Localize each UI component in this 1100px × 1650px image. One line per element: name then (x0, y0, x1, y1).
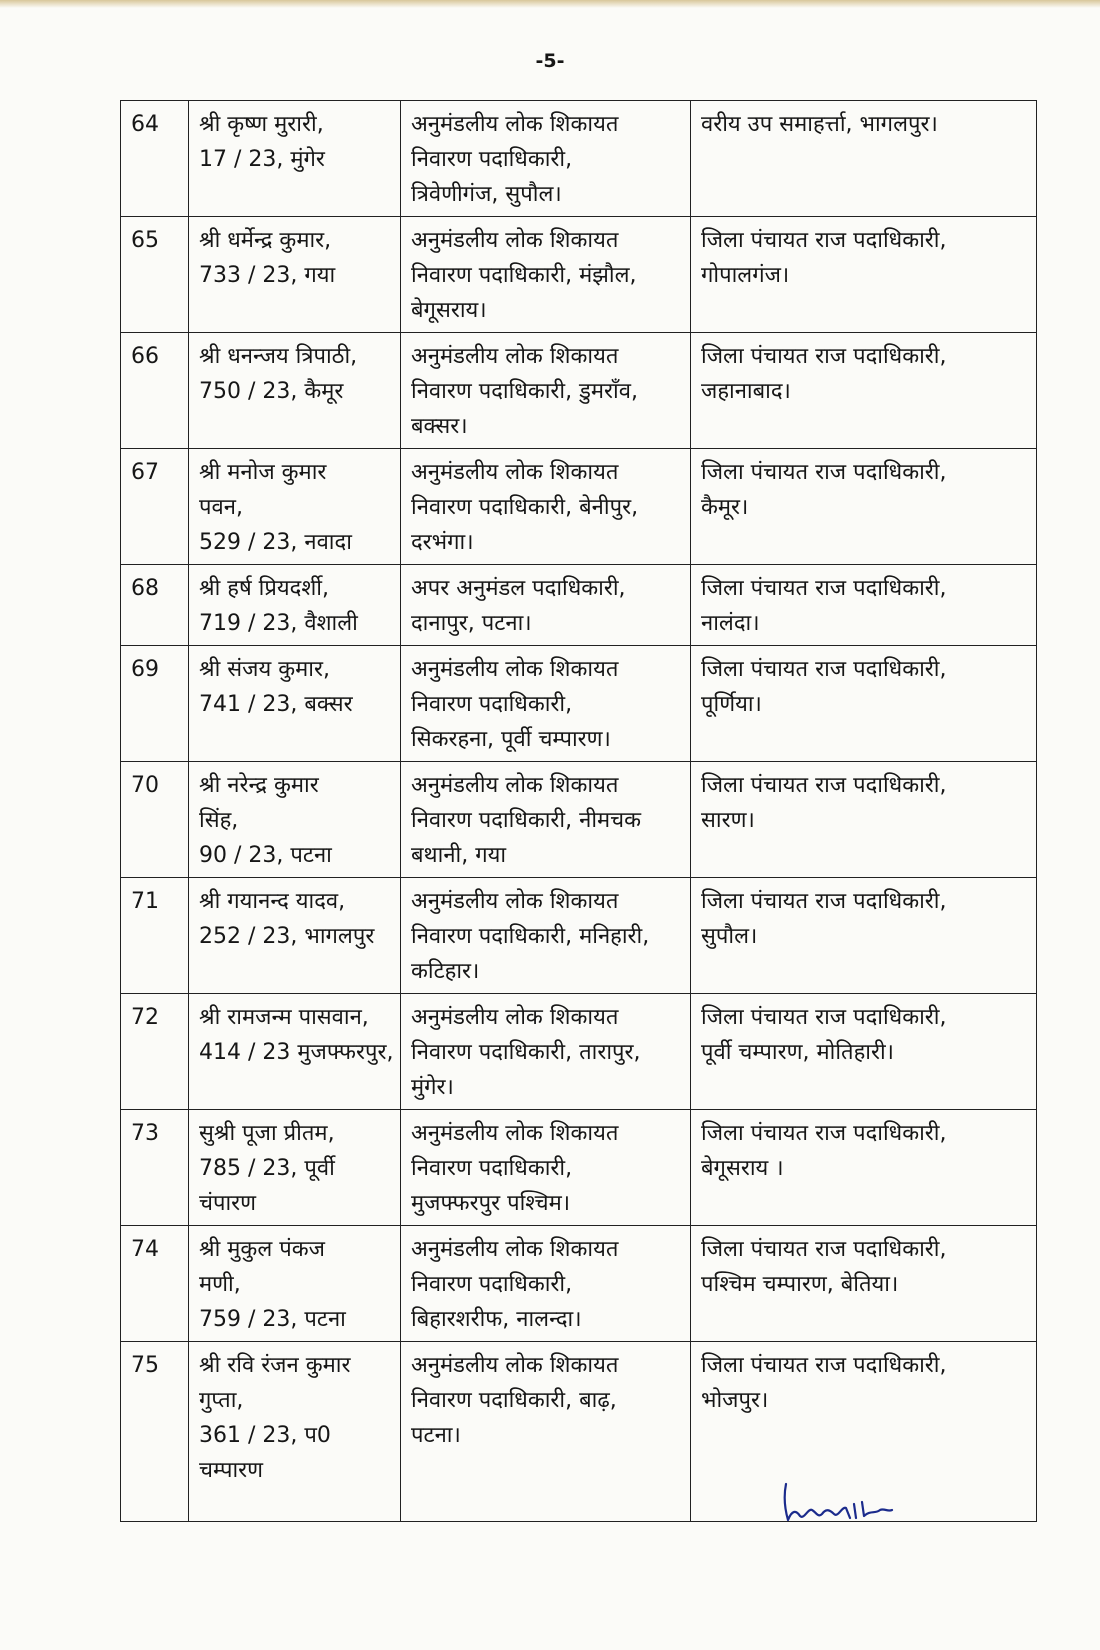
cell-text-line: श्री धनन्जय त्रिपाठी, (199, 344, 358, 369)
cell-text-line: सुपौल। (701, 924, 758, 949)
cell-text-line: बथानी, गया (411, 843, 507, 868)
table-row (121, 994, 1037, 1110)
current-post-cell (401, 762, 691, 878)
serial-number-cell: 75 (121, 1342, 189, 1522)
cell-text-line: बक्सर। (411, 414, 468, 439)
cell-text-line: बिहारशरीफ, नालन्दा। (411, 1307, 582, 1332)
current-post-cell (401, 449, 691, 565)
table-body (121, 101, 1037, 1522)
cell-text-line: 759 / 23, पटना (199, 1307, 346, 1332)
cell-text-line: 785 / 23, पूर्वी (199, 1156, 335, 1181)
serial-number-cell: 67 (121, 449, 189, 565)
transfer-posting-table (120, 100, 1037, 1522)
officer-name-cell (189, 1226, 401, 1342)
cell-text-line: मुंगेर। (411, 1075, 454, 1100)
current-post-cell (401, 101, 691, 217)
new-posting-cell (691, 646, 1037, 762)
cell-text-line: जिला पंचायत राज पदाधिकारी, (701, 1353, 947, 1378)
cell-text-line: जिला पंचायत राज पदाधिकारी, (701, 657, 947, 682)
cell-text-line: अनुमंडलीय लोक शिकायत (411, 228, 619, 253)
cell-text-line: बेगूसराय । (701, 1156, 784, 1181)
cell-text-line: निवारण पदाधिकारी, मंझौल, (411, 263, 637, 288)
cell-text-line: श्री हर्ष प्रियदर्शी, (199, 576, 329, 601)
serial-number-cell: 74 (121, 1226, 189, 1342)
cell-text-line: जिला पंचायत राज पदाधिकारी, (701, 1005, 947, 1030)
table-row (121, 1110, 1037, 1226)
cell-text-line: अनुमंडलीय लोक शिकायत (411, 1005, 619, 1030)
current-post-cell (401, 217, 691, 333)
table-row (121, 646, 1037, 762)
new-posting-cell (691, 217, 1037, 333)
cell-text-line: निवारण पदाधिकारी, मनिहारी, (411, 924, 650, 949)
cell-text-line: अनुमंडलीय लोक शिकायत (411, 773, 619, 798)
cell-text-line: अनुमंडलीय लोक शिकायत (411, 1353, 619, 1378)
new-posting-cell (691, 333, 1037, 449)
table-row (121, 333, 1037, 449)
table-row (121, 1226, 1037, 1342)
cell-text-line: त्रिवेणीगंज, सुपौल। (411, 182, 562, 207)
cell-text-line: निवारण पदाधिकारी, (411, 147, 573, 172)
cell-text-line: 750 / 23, कैमूर (199, 379, 344, 404)
cell-text-line: सिंह, (199, 808, 239, 833)
cell-text-line: अनुमंडलीय लोक शिकायत (411, 889, 619, 914)
serial-number-cell: 73 (121, 1110, 189, 1226)
new-posting-cell (691, 1226, 1037, 1342)
table-row (121, 762, 1037, 878)
cell-text-line: बेगूसराय। (411, 298, 487, 323)
current-post-cell (401, 994, 691, 1110)
cell-text-line: निवारण पदाधिकारी, (411, 692, 573, 717)
cell-text-line: अनुमंडलीय लोक शिकायत (411, 657, 619, 682)
table-row (121, 101, 1037, 217)
cell-text-line: निवारण पदाधिकारी, नीमचक (411, 808, 642, 833)
new-posting-cell (691, 101, 1037, 217)
officer-name-cell (189, 878, 401, 994)
cell-text-line: जिला पंचायत राज पदाधिकारी, (701, 889, 947, 914)
current-post-cell (401, 878, 691, 994)
table-row (121, 217, 1037, 333)
cell-text-line: सिकरहना, पूर्वी चम्पारण। (411, 727, 611, 752)
cell-text-line: दरभंगा। (411, 530, 474, 555)
officer-name-cell (189, 565, 401, 646)
cell-text-line: मुजफ्फरपुर पश्चिम। (411, 1191, 571, 1216)
cell-text-line: जिला पंचायत राज पदाधिकारी, (701, 1121, 947, 1146)
current-post-cell (401, 565, 691, 646)
current-post-cell (401, 1110, 691, 1226)
cell-text-line: दानापुर, पटना। (411, 611, 532, 636)
cell-text-line: पूर्वी चम्पारण, मोतिहारी। (701, 1040, 894, 1065)
cell-text-line: अनुमंडलीय लोक शिकायत (411, 1237, 619, 1262)
serial-number-cell: 66 (121, 333, 189, 449)
officer-name-cell (189, 1110, 401, 1226)
officer-name-cell (189, 762, 401, 878)
cell-text-line: 17 / 23, मुंगेर (199, 147, 325, 172)
cell-text-line: नालंदा। (701, 611, 760, 636)
current-post-cell (401, 646, 691, 762)
current-post-cell (401, 1226, 691, 1342)
cell-text-line: निवारण पदाधिकारी, (411, 1156, 573, 1181)
officer-name-cell (189, 994, 401, 1110)
cell-text-line: वरीय उप समाहर्त्ता, भागलपुर। (701, 112, 938, 137)
serial-number-cell: 68 (121, 565, 189, 646)
cell-text-line: निवारण पदाधिकारी, बाढ़, (411, 1388, 617, 1413)
serial-number-cell: 71 (121, 878, 189, 994)
cell-text-line: श्री मनोज कुमार (199, 460, 327, 485)
officer-name-cell (189, 101, 401, 217)
new-posting-cell (691, 994, 1037, 1110)
cell-text-line: 90 / 23, पटना (199, 843, 332, 868)
cell-text-line: जिला पंचायत राज पदाधिकारी, (701, 576, 947, 601)
officer-name-cell (189, 1342, 401, 1522)
new-posting-cell (691, 449, 1037, 565)
cell-text-line: श्री रवि रंजन कुमार (199, 1353, 351, 1378)
officer-name-cell (189, 333, 401, 449)
table-row (121, 565, 1037, 646)
cell-text-line: अनुमंडलीय लोक शिकायत (411, 112, 619, 137)
cell-text-line: चम्पारण (199, 1458, 264, 1483)
cell-text-line: निवारण पदाधिकारी, तारापुर, (411, 1040, 641, 1065)
new-posting-cell (691, 762, 1037, 878)
cell-text-line: 414 / 23 मुजफ्फरपुर, (199, 1040, 394, 1065)
table-row (121, 878, 1037, 994)
cell-text-line: 741 / 23, बक्सर (199, 692, 353, 717)
cell-text-line: 733 / 23, गया (199, 263, 336, 288)
cell-text-line: 361 / 23, प0 (199, 1423, 331, 1448)
cell-text-line: जिला पंचायत राज पदाधिकारी, (701, 344, 947, 369)
cell-text-line: श्री गयानन्द यादव, (199, 889, 346, 914)
serial-number-cell: 69 (121, 646, 189, 762)
cell-text-line: श्री कृष्ण मुरारी, (199, 112, 324, 137)
page-number: -5- (535, 50, 565, 72)
cell-text-line: गोपालगंज। (701, 263, 790, 288)
cell-text-line: जिला पंचायत राज पदाधिकारी, (701, 773, 947, 798)
cell-text-line: गुप्ता, (199, 1388, 244, 1413)
cell-text-line: चंपारण (199, 1191, 257, 1216)
cell-text-line: श्री रामजन्म पासवान, (199, 1005, 369, 1030)
page-top-edge (0, 0, 1100, 8)
current-post-cell (401, 333, 691, 449)
cell-text-line: मणी, (199, 1272, 241, 1297)
cell-text-line: अपर अनुमंडल पदाधिकारी, (411, 576, 626, 601)
cell-text-line: निवारण पदाधिकारी, (411, 1272, 573, 1297)
table-row (121, 449, 1037, 565)
cell-text-line: 252 / 23, भागलपुर (199, 924, 375, 949)
cell-text-line: सुश्री पूजा प्रीतम, (199, 1121, 335, 1146)
officer-name-cell (189, 646, 401, 762)
cell-text-line: 719 / 23, वैशाली (199, 611, 358, 636)
cell-text-line: कैमूर। (701, 495, 749, 520)
cell-text-line: जिला पंचायत राज पदाधिकारी, (701, 228, 947, 253)
new-posting-cell (691, 878, 1037, 994)
cell-text-line: पटना। (411, 1423, 461, 1448)
cell-text-line: श्री मुकुल पंकज (199, 1237, 325, 1262)
cell-text-line: पश्चिम चम्पारण, बेतिया। (701, 1272, 899, 1297)
cell-text-line: निवारण पदाधिकारी, बेनीपुर, (411, 495, 639, 520)
current-post-cell (401, 1342, 691, 1522)
new-posting-cell (691, 565, 1037, 646)
cell-text-line: निवारण पदाधिकारी, डुमराँव, (411, 379, 638, 404)
officer-name-cell (189, 449, 401, 565)
cell-text-line: अनुमंडलीय लोक शिकायत (411, 460, 619, 485)
new-posting-cell (691, 1110, 1037, 1226)
cell-text-line: श्री नरेन्द्र कुमार (199, 773, 319, 798)
cell-text-line: जहानाबाद। (701, 379, 791, 404)
officer-name-cell (189, 217, 401, 333)
cell-text-line: अनुमंडलीय लोक शिकायत (411, 1121, 619, 1146)
cell-text-line: भोजपुर। (701, 1388, 769, 1413)
serial-number-cell: 72 (121, 994, 189, 1110)
cell-text-line: अनुमंडलीय लोक शिकायत (411, 344, 619, 369)
serial-number-cell: 64 (121, 101, 189, 217)
cell-text-line: 529 / 23, नवादा (199, 530, 352, 555)
cell-text-line: जिला पंचायत राज पदाधिकारी, (701, 1237, 947, 1262)
cell-text-line: श्री धर्मेन्द्र कुमार, (199, 228, 332, 253)
serial-number-cell: 65 (121, 217, 189, 333)
cell-text-line: पवन, (199, 495, 243, 520)
cell-text-line: पूर्णिया। (701, 692, 762, 717)
officer-signature (780, 1480, 900, 1526)
cell-text-line: सारण। (701, 808, 755, 833)
cell-text-line: कटिहार। (411, 959, 480, 984)
cell-text-line: जिला पंचायत राज पदाधिकारी, (701, 460, 947, 485)
cell-text-line: श्री संजय कुमार, (199, 657, 330, 682)
serial-number-cell: 70 (121, 762, 189, 878)
